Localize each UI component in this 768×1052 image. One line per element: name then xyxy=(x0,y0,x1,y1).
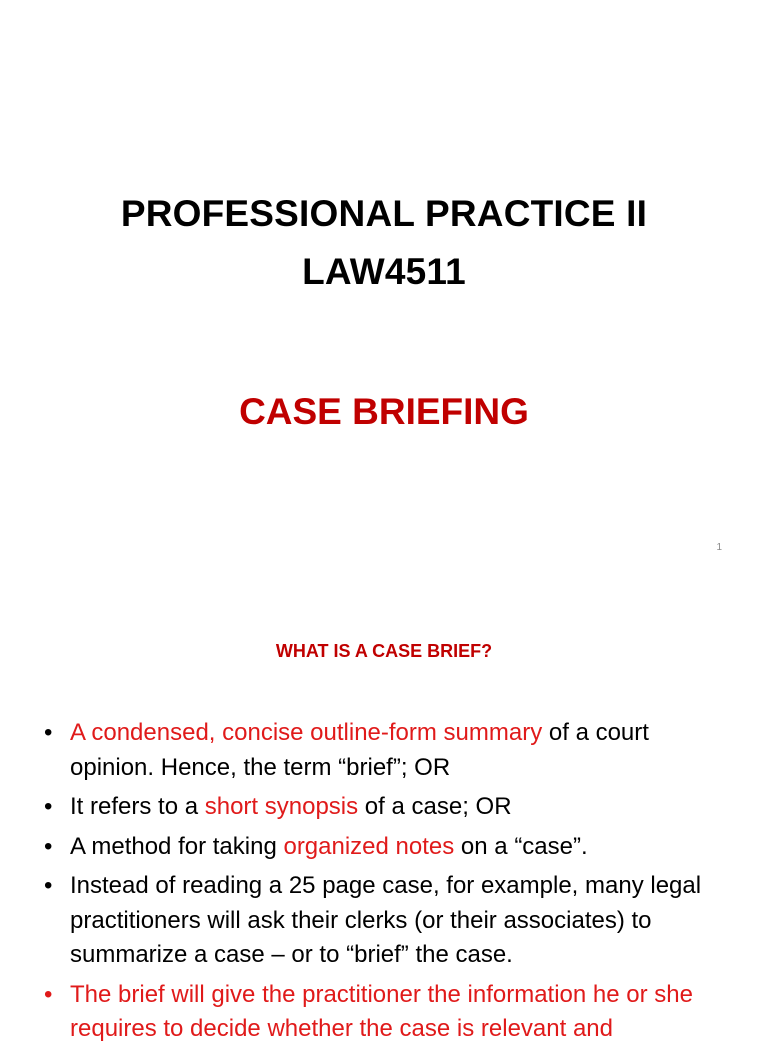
bullet-highlight: short synopsis xyxy=(204,793,359,820)
bullet-list xyxy=(0,716,768,1052)
bullet-text: A method for taking xyxy=(70,832,284,860)
bullet-text: of a court opinion. Hence, the term “brief”; OR xyxy=(70,719,649,781)
bullet-highlight: The brief will give the practitioner the information he or she requires to decide whether the case is relevant and xyxy=(70,980,693,1042)
slide-subtitle: CASE BRIEFING xyxy=(239,391,529,432)
bullet-icon: • xyxy=(44,832,53,860)
bullet-highlight: A condensed, concise outline-form summary xyxy=(70,719,543,746)
bullet-item xyxy=(0,978,768,1047)
bullet-icon: • xyxy=(44,793,53,820)
bullet-icon: • xyxy=(44,872,53,899)
bullet-text: of a case; OR xyxy=(358,793,512,820)
content-slide xyxy=(0,576,768,1042)
bullet-item xyxy=(0,830,768,865)
bullet-text: It refers to a xyxy=(70,793,205,820)
bullet-highlight: organized notes xyxy=(283,832,455,860)
bullet-text: on a “case”. xyxy=(454,832,588,860)
course-title: PROFESSIONAL PRACTICE II xyxy=(120,193,648,234)
bullet-icon: • xyxy=(44,980,53,1008)
bullet-text: Instead of reading a 25 page case, for example, many legal practitioners will ask their clerks (or their associates) to summarize a case – or to “brief” the case. xyxy=(70,872,702,968)
slide-heading: WHAT IS A CASE BRIEF? xyxy=(275,641,493,661)
bullet-item xyxy=(0,869,768,973)
slide-number: 1 xyxy=(716,542,722,553)
bullet-icon: • xyxy=(44,719,53,746)
bullet-item xyxy=(0,716,768,785)
bullet-item xyxy=(0,790,768,825)
course-code: LAW4511 xyxy=(302,251,466,292)
